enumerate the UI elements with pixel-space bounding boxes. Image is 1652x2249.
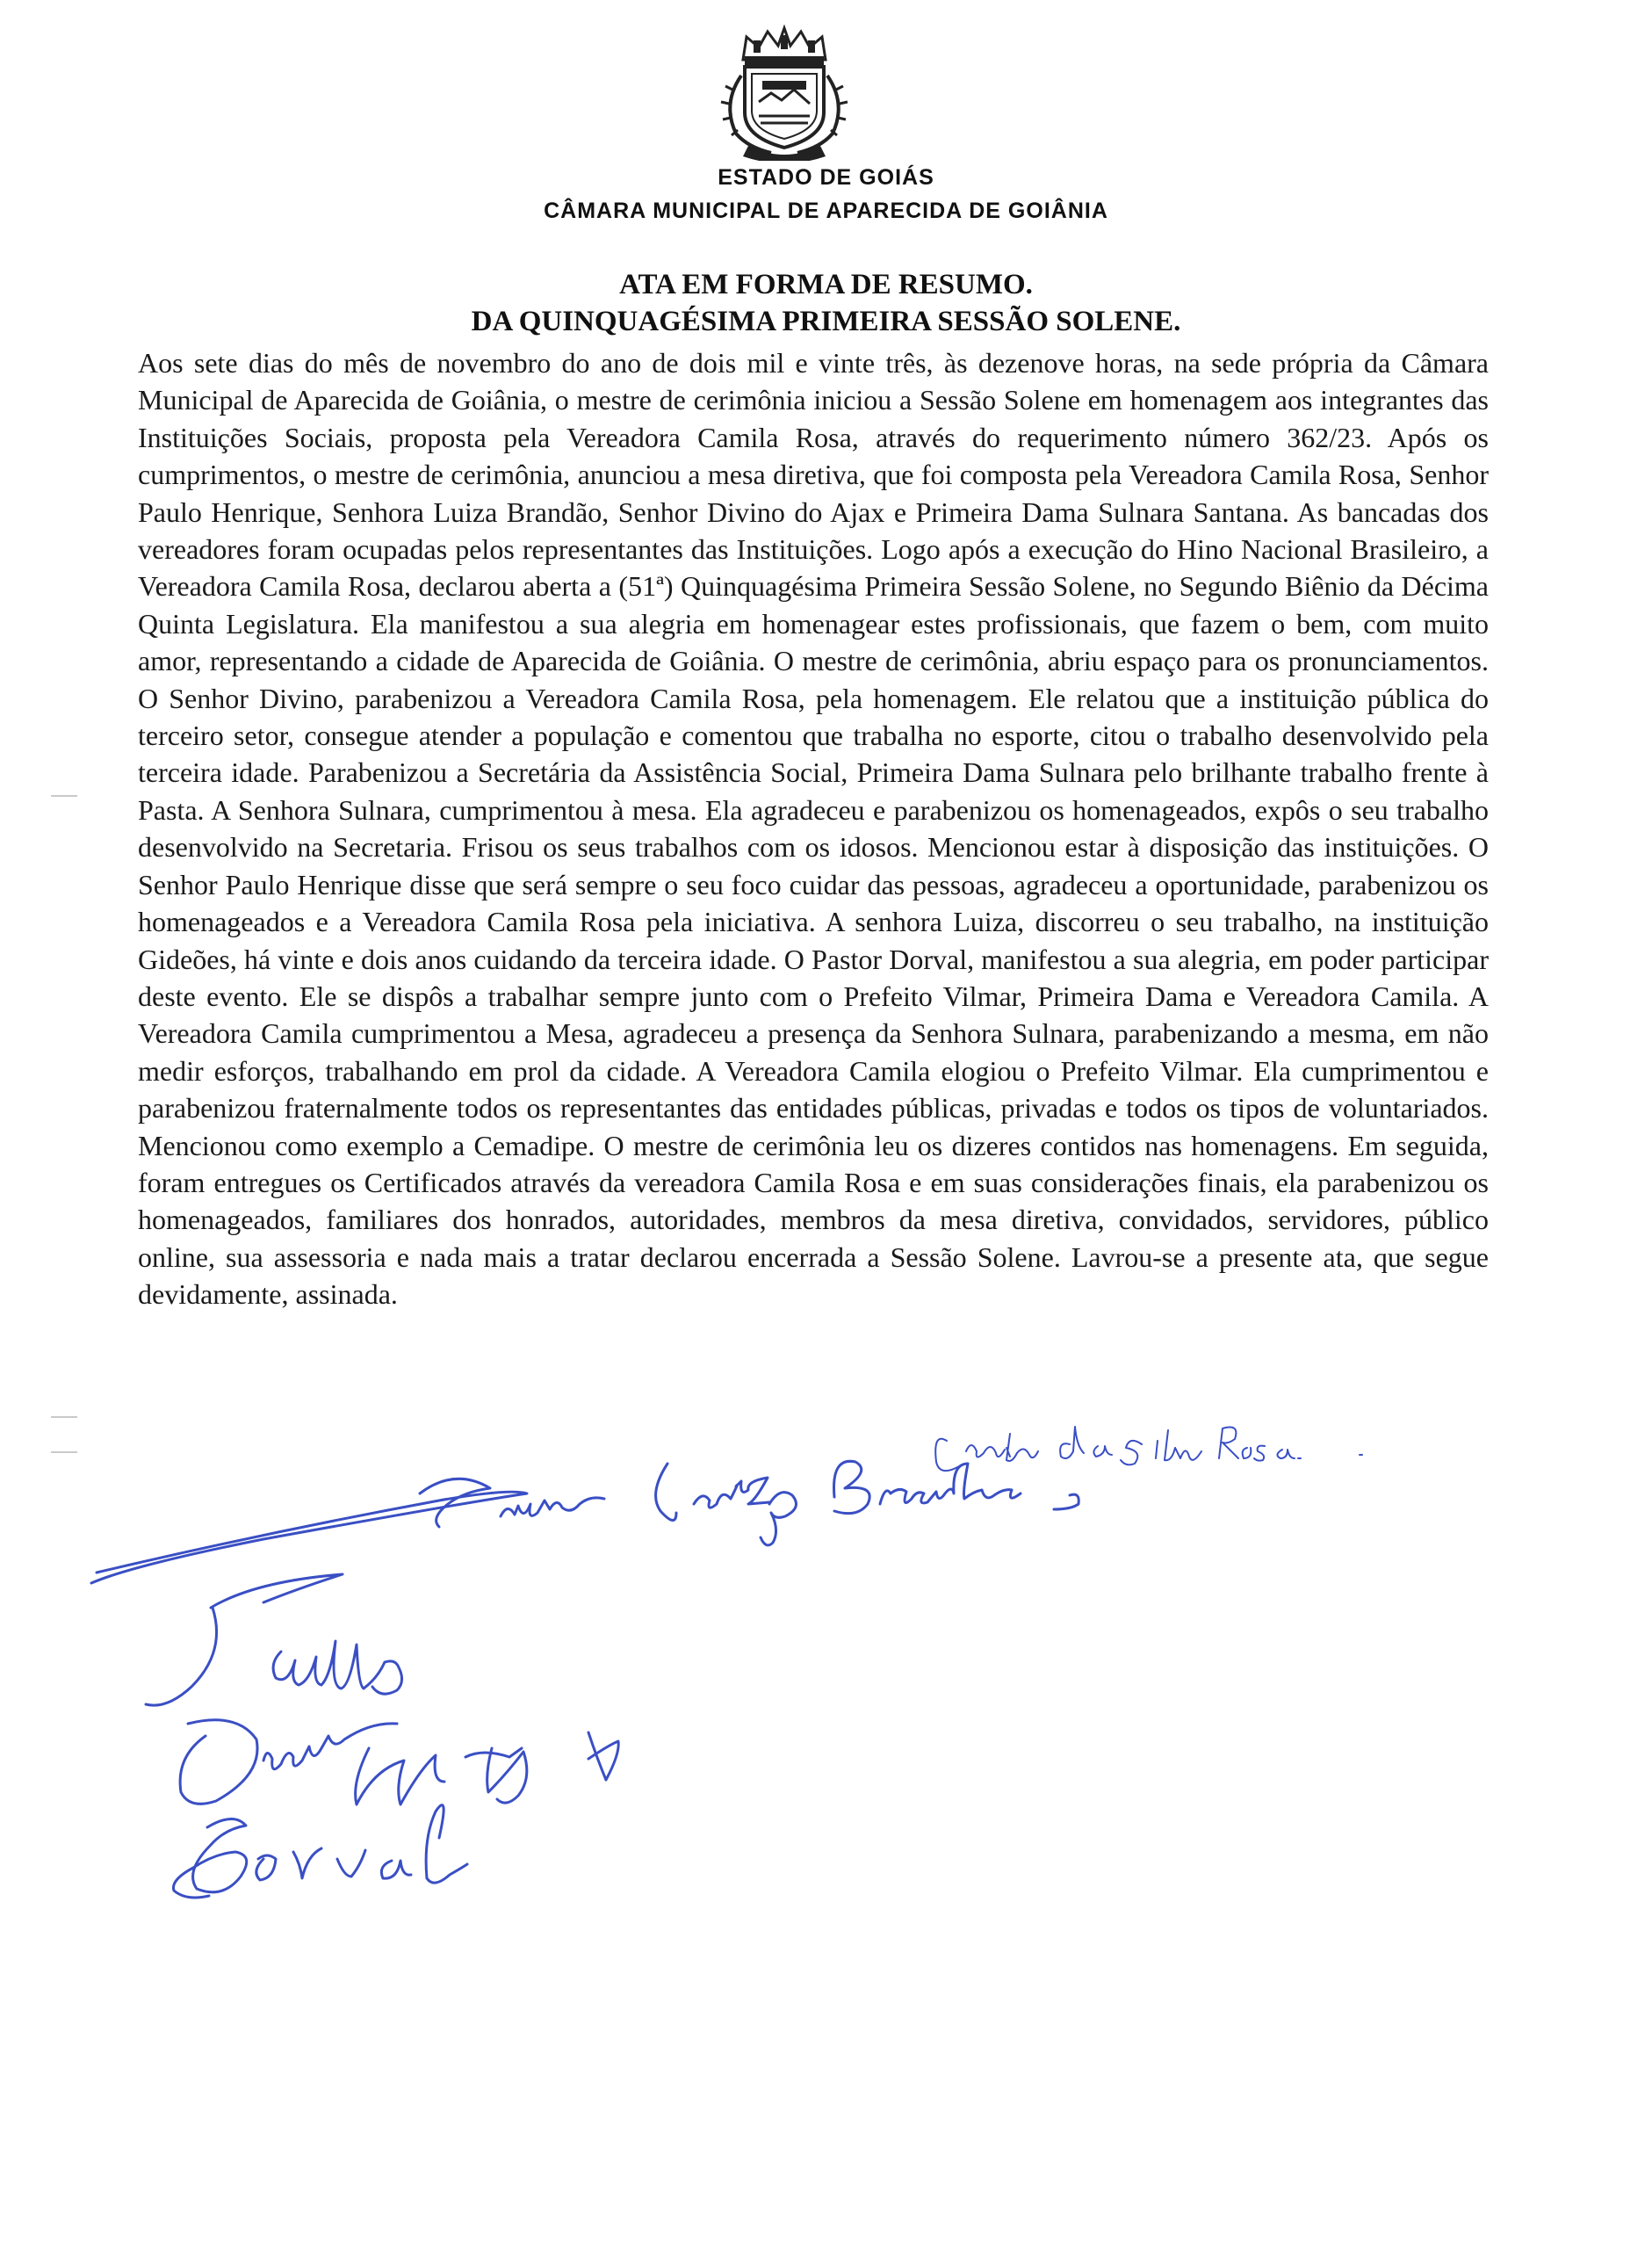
margin-mark <box>51 1416 77 1418</box>
coat-of-arms-icon <box>710 25 859 161</box>
margin-mark <box>51 1451 77 1453</box>
document-subtitle: DA QUINQUAGÉSIMA PRIMEIRA SESSÃO SOLENE. <box>471 306 1181 337</box>
chamber-name: CÂMARA MUNICIPAL DE APARECIDA DE GOIÂNIA <box>544 199 1108 223</box>
signature-divino-icon <box>180 1720 618 1804</box>
document-title: ATA EM FORMA DE RESUMO. <box>619 269 1033 300</box>
state-name: ESTADO DE GOIÁS <box>718 165 934 190</box>
minutes-body: Aos sete dias do mês de novembro do ano de dois mil e vinte três, às dezenove horas, na sede própria da Câmara Municipal de Aparecida de Goiânia, o mestre de cerimônia iniciou a Sessão Solene em homenagem aos integrantes das Instituições Sociais, proposta pela Vereadora Camila Rosa, através do requerimento número 362/23. Após os cumprimentos, o mestre de cerimônia, anunciou a mesa diretiva, que foi composta pela Vereadora Camila Rosa, Senhor Paulo Henrique, Senhora Luiza Brandão, Senhor Divino do Ajax e Primeira Dama Sulnara Santana. As bancadas dos vereadores foram ocupadas pelos representantes das Instituições. Logo após a execução do Hino Nacional Brasileiro, a Vereadora Camila Rosa, declarou aberta a (51ª) Quinquagésima Primeira Sessão Solene, no Segundo Biênio da Décima Quinta Legislatura. Ela manifestou a sua alegria em homenagear estes profissionais, que fazem o bem, com muito amor, representando a cidade de Aparecida de Goiânia. O mestre de cerimônia, abriu espaço para os pronunciamentos. O Senhor Divino, parabenizou a Vereadora Camila Rosa, pela homenagem. Ele relatou que a instituição pública do terceiro setor, consegue atender a população e comentou que trabalha no esporte, citou o trabalho desenvolvido pela terceira idade. Parabenizou a Secretária da Assistência Social, Primeira Dama Sulnara pelo brilhante trabalho frente à Pasta. A Senhora Sulnara, cumprimentou à mesa. Ela agradeceu e parabenizou os homenageados, expôs o seu trabalho desenvolvido na Secretaria. Frisou os seus trabalhos com os idosos. Mencionou estar à disposição das instituições. O Senhor Paulo Henrique disse que será sempre o seu foco cuidar das pessoas, agradeceu a oportunidade, parabenizou os homenageados e a Vereadora Camila Rosa pela iniciativa. A senhora Luiza, discorreu o seu trabalho, na instituição Gideões, há vinte e dois anos cuidando da terceira idade. O Pastor Dorval, manifestou a sua alegria, em poder participar deste evento. Ele se dispôs a trabalhar sempre junto com o Prefeito Vilmar, Primeira Dama e Vereadora Camila. A Vereadora Camila cumprimentou a Mesa, agradeceu a presença da Senhora Sulnara, parabenizando a mesma, em não medir esforços, trabalhando em prol da cidade. A Vereadora Camila elogiou o Prefeito Vilmar. Ela cumprimentou e parabenizou fraternalmente todos os representantes das entidades públicas, privadas e todos os tipos de voluntariados. Mencionou como exemplo a Cemadipe. O mestre de cerimônia leu os dizeres contidos nas homenagens. Em seguida, foram entregues os Certificados através da vereadora Camila Rosa e em suas considerações finais, ela parabenizou os homenageados, familiares dos honrados, autoridades, membros da mesa diretiva, convidados, servidores, público online, sua assessoria e nada mais a tratar declarou encerrada a Sessão Solene. Lavrou-se a presente ata, que segue devidamente, assinada. <box>138 347 1489 1311</box>
signature-dorval-icon <box>173 1805 467 1898</box>
margin-mark <box>51 795 77 797</box>
signature-paulo-icon <box>146 1574 402 1705</box>
signature-camila-icon <box>935 1427 1362 1471</box>
signature-luiza-icon <box>656 1461 1079 1545</box>
signature-santana-icon <box>91 1479 604 1583</box>
